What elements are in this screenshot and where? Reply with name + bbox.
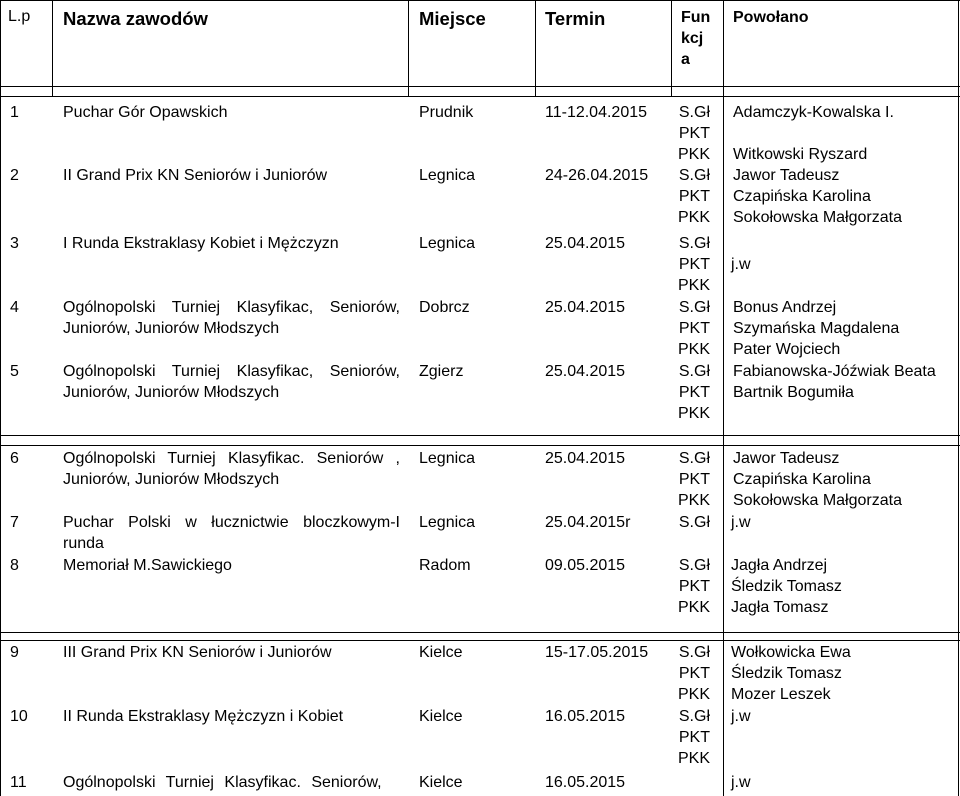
event-name: Memoriał M.Sawickiego	[63, 557, 232, 574]
appointed-person: j.w	[731, 708, 751, 725]
row-number: 10	[10, 708, 28, 725]
header-appointed: Powołano	[733, 9, 809, 26]
event-place: Kielce	[419, 774, 463, 791]
function-list	[648, 297, 710, 360]
column-divider	[408, 0, 409, 96]
function-code: S.Gł	[678, 514, 710, 531]
event-place: Dobrcz	[419, 299, 470, 316]
header-place: Miejsce	[419, 8, 486, 29]
appointed-person: Adamczyk-Kowalska I.	[733, 104, 894, 121]
header-term: Termin	[545, 8, 606, 29]
function-list	[648, 233, 710, 296]
function-code: PKT	[678, 188, 710, 205]
appointed-list	[731, 642, 851, 705]
row-divider	[0, 445, 960, 446]
header-function-line: Fun	[681, 9, 711, 26]
appointed-list	[731, 512, 751, 533]
appointed-person: Jagła Andrzej	[731, 557, 828, 574]
function-list	[648, 361, 710, 424]
row-number: 9	[10, 644, 19, 661]
function-list	[648, 706, 710, 769]
event-place: Kielce	[419, 708, 463, 725]
header-name: Nazwa zawodów	[63, 8, 208, 29]
function-code: PKK	[677, 599, 710, 616]
appointed-person	[731, 233, 751, 254]
event-term: 25.04.2015	[545, 299, 626, 316]
appointed-person: Bartnik Bogumiła	[733, 384, 854, 401]
function-code: PKT	[678, 256, 710, 273]
event-term: 09.05.2015	[545, 557, 626, 574]
event-term: 11-12.04.2015	[545, 104, 648, 121]
appointed-list	[733, 361, 936, 403]
row-number: 2	[10, 167, 19, 184]
appointed-person: j.w	[731, 256, 751, 273]
function-list	[648, 102, 710, 165]
appointed-list	[733, 165, 902, 228]
function-code: PKK	[677, 146, 710, 163]
column-divider	[723, 0, 724, 796]
event-name: I Runda Ekstraklasy Kobiet i Mężczyzn	[63, 235, 339, 252]
appointed-list	[731, 233, 751, 296]
row-divider	[0, 640, 960, 641]
function-code: PKK	[677, 750, 710, 767]
left-border	[0, 0, 1, 796]
row-number: 11	[10, 774, 27, 791]
header-function-line: a	[681, 51, 690, 68]
appointed-person: Bonus Andrzej	[733, 299, 837, 316]
event-place: Prudnik	[419, 104, 474, 121]
appointed-person: Czapińska Karolina	[733, 188, 871, 205]
column-divider	[535, 0, 536, 96]
row-number: 8	[10, 557, 19, 574]
function-code: S.Gł	[678, 104, 710, 121]
event-name: Ogólnopolski Turniej Klasyfikac. Seniorów , Juniorów, Juniorów Młodszych	[63, 450, 400, 488]
event-place: Radom	[419, 557, 471, 574]
event-term: 16.05.2015	[545, 774, 626, 791]
row-number: 6	[10, 450, 19, 467]
function-list	[648, 555, 710, 618]
appointed-person: Śledzik Tomasz	[731, 578, 842, 595]
header-lp: L.p	[8, 8, 31, 25]
event-term: 24-26.04.2015	[545, 167, 649, 184]
appointed-person: Sokołowska Małgorzata	[733, 492, 902, 509]
appointed-list	[733, 102, 894, 165]
function-code: S.Gł	[678, 644, 710, 661]
event-name: II Runda Ekstraklasy Mężczyzn i Kobiet	[63, 708, 344, 725]
event-term: 25.04.2015	[545, 235, 626, 252]
appointed-person: Fabianowska-Jóźwiak Beata	[733, 363, 936, 380]
function-list	[648, 642, 710, 705]
event-place: Legnica	[419, 167, 476, 184]
right-border	[958, 0, 959, 796]
appointed-person: Jawor Tadeusz	[733, 167, 840, 184]
header-function	[681, 7, 710, 70]
appointed-person: Śledzik Tomasz	[731, 665, 842, 682]
function-code: S.Gł	[678, 299, 710, 316]
header-divider	[0, 86, 960, 87]
function-code: PKK	[677, 341, 710, 358]
row-divider	[0, 435, 960, 436]
function-code: PKT	[678, 125, 710, 142]
event-place: Zgierz	[419, 363, 464, 380]
function-code: PKK	[677, 686, 710, 703]
appointed-list	[731, 772, 751, 793]
event-name: III Grand Prix KN Seniorów i Juniorów	[63, 644, 332, 661]
function-code: PKK	[677, 209, 710, 226]
event-name: Ogólnopolski Turniej Klasyfikac, Seniorów, Juniorów, Juniorów Młodszych	[63, 299, 400, 337]
row-divider	[0, 96, 960, 97]
appointed-person: j.w	[731, 774, 751, 791]
appointed-person: Sokołowska Małgorzata	[733, 209, 902, 226]
appointed-person: Szymańska Magdalena	[733, 320, 900, 337]
function-list	[648, 165, 710, 228]
appointed-list	[733, 448, 902, 511]
function-code: S.Gł	[678, 708, 710, 725]
event-place: Legnica	[419, 514, 476, 531]
function-code: S.Gł	[678, 235, 710, 252]
appointed-person: Pater Wojciech	[733, 341, 841, 358]
event-place: Legnica	[419, 235, 476, 252]
function-code: PKK	[677, 492, 710, 509]
top-border	[0, 0, 960, 1]
function-code: PKT	[678, 384, 710, 401]
appointed-list	[731, 555, 842, 618]
function-code: PKT	[678, 471, 710, 488]
row-number: 5	[10, 363, 19, 380]
function-code: PKK	[677, 277, 710, 294]
appointed-person: Czapińska Karolina	[733, 471, 871, 488]
event-name: Puchar Polski w łucznictwie bloczkowym-I runda	[63, 514, 400, 552]
appointed-person: Witkowski Ryszard	[733, 146, 868, 163]
row-number: 3	[10, 235, 19, 252]
event-term: 16.05.2015	[545, 708, 626, 725]
column-divider	[671, 0, 672, 96]
function-code: PKT	[678, 320, 710, 337]
row-divider	[0, 632, 960, 633]
appointed-person	[733, 123, 894, 144]
row-number: 1	[10, 104, 19, 121]
appointed-person: Jagła Tomasz	[731, 599, 829, 616]
event-name: Ogólnopolski Turniej Klasyfikac, Seniorów, Juniorów, Juniorów Młodszych	[63, 363, 400, 401]
event-name: II Grand Prix KN Seniorów i Juniorów	[63, 167, 328, 184]
row-number: 4	[10, 299, 19, 316]
appointed-person: Jawor Tadeusz	[733, 450, 840, 467]
appointed-person	[731, 275, 751, 296]
function-list	[648, 448, 710, 511]
function-list	[648, 512, 710, 533]
appointed-person: j.w	[731, 514, 751, 531]
header-function-line: kcj	[681, 30, 704, 47]
event-term: 25.04.2015	[545, 363, 626, 380]
function-code: PKT	[678, 729, 710, 746]
event-place: Kielce	[419, 644, 463, 661]
column-divider	[52, 0, 53, 96]
event-term: 15-17.05.2015	[545, 644, 649, 661]
event-term: 25.04.2015r	[545, 514, 631, 531]
appointed-list	[733, 297, 899, 360]
function-code: S.Gł	[678, 557, 710, 574]
event-name: Puchar Gór Opawskich	[63, 104, 228, 121]
function-code: PKT	[678, 665, 710, 682]
event-place: Legnica	[419, 450, 476, 467]
event-name: Ogólnopolski Turniej Klasyfikac. Seniorów,	[63, 774, 382, 791]
appointed-person: Mozer Leszek	[731, 686, 831, 703]
function-code: S.Gł	[678, 450, 710, 467]
function-code: PKK	[677, 405, 710, 422]
row-number: 7	[10, 514, 19, 531]
function-code: PKT	[678, 578, 710, 595]
appointed-list	[731, 706, 751, 727]
appointed-person: Wołkowicka Ewa	[731, 644, 851, 661]
function-code: S.Gł	[678, 363, 710, 380]
function-code: S.Gł	[678, 167, 710, 184]
event-term: 25.04.2015	[545, 450, 626, 467]
